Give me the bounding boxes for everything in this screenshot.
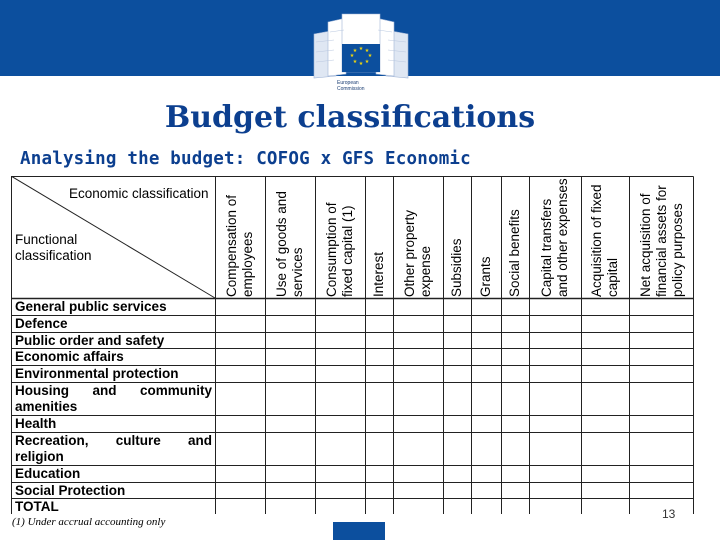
column-header-label: Social benefits [507, 209, 522, 297]
row-header [11, 416, 215, 432]
wordmark-line-2: Commission [337, 86, 365, 92]
row-header [11, 383, 215, 415]
column-header-label: Consumption of fixed capital (1) [324, 202, 355, 297]
column-header-label: Compensation of employees [224, 194, 255, 297]
row-header-label: TOTAL [15, 499, 59, 514]
wordmark-line-1: European [337, 80, 359, 86]
svg-text:★: ★ [349, 53, 355, 59]
row-header-label: Recreation, culture and [15, 433, 212, 448]
column-header [365, 176, 393, 298]
svg-text:★: ★ [352, 59, 358, 65]
page-title: Budget classifications [164, 100, 536, 135]
svg-text:★: ★ [358, 61, 364, 67]
column-header [471, 176, 501, 298]
column-header [265, 176, 315, 298]
commission-wordmark [337, 80, 365, 92]
column-header [315, 176, 365, 298]
column-header-label: Subsidies [449, 238, 464, 297]
corner-functional-label: Functional classification [15, 232, 92, 263]
svg-text:★: ★ [364, 59, 370, 65]
row-header-label: Housing and community [15, 383, 212, 398]
page-subtitle: Analysing the budget: COFOG x GFS Economic [20, 149, 471, 169]
column-header [443, 176, 471, 298]
row-header-label: Health [15, 416, 57, 431]
row-header-label: Education [15, 466, 81, 481]
column-header-label: Acquisition of fixed capital [589, 184, 620, 297]
row-header-label: Environmental protection [15, 366, 179, 381]
row-header-label: Public order and safety [15, 333, 165, 348]
column-header-label: Interest [371, 251, 386, 297]
column-header [529, 176, 581, 298]
row-header [11, 349, 215, 365]
row-header-label: Defence [15, 316, 68, 331]
row-header [11, 366, 215, 382]
row-header-label: General public services [15, 299, 167, 314]
row-header [11, 483, 215, 498]
column-header [629, 176, 694, 298]
row-header [11, 466, 215, 482]
column-header-label: Use of goods and services [274, 191, 305, 297]
european-commission-logo [306, 8, 416, 100]
row-header-label: Social Protection [15, 483, 126, 498]
row-header [11, 499, 215, 514]
row-header-label: Economic affairs [15, 349, 124, 364]
footnote: (1) Under accrual accounting only [12, 516, 166, 528]
row-header-label-continued: religion [15, 449, 64, 464]
column-header-label: Capital transfers and other expenses [539, 178, 570, 297]
classification-table [11, 176, 694, 514]
row-header [11, 299, 215, 315]
column-header-label: Grants [478, 256, 493, 297]
column-header [581, 176, 629, 298]
row-header [11, 316, 215, 332]
row-header-label-continued: amenities [15, 399, 78, 414]
row-header [11, 433, 215, 465]
column-header-label: Other property expense [402, 209, 433, 297]
row-header [11, 333, 215, 348]
svg-text:★: ★ [367, 53, 373, 59]
page-number: 13 [662, 507, 676, 521]
column-header [393, 176, 443, 298]
corner-economic-label: Economic classification [69, 186, 209, 201]
svg-text:★: ★ [352, 48, 358, 54]
column-header [215, 176, 265, 298]
column-header [501, 176, 529, 298]
commission-building-icon [306, 8, 416, 80]
svg-text:★: ★ [364, 48, 370, 54]
column-header-label: Net acquisition of financial assets for policy purposes [637, 185, 685, 297]
svg-text:★: ★ [358, 46, 364, 52]
bottom-flag-bar [333, 522, 385, 540]
